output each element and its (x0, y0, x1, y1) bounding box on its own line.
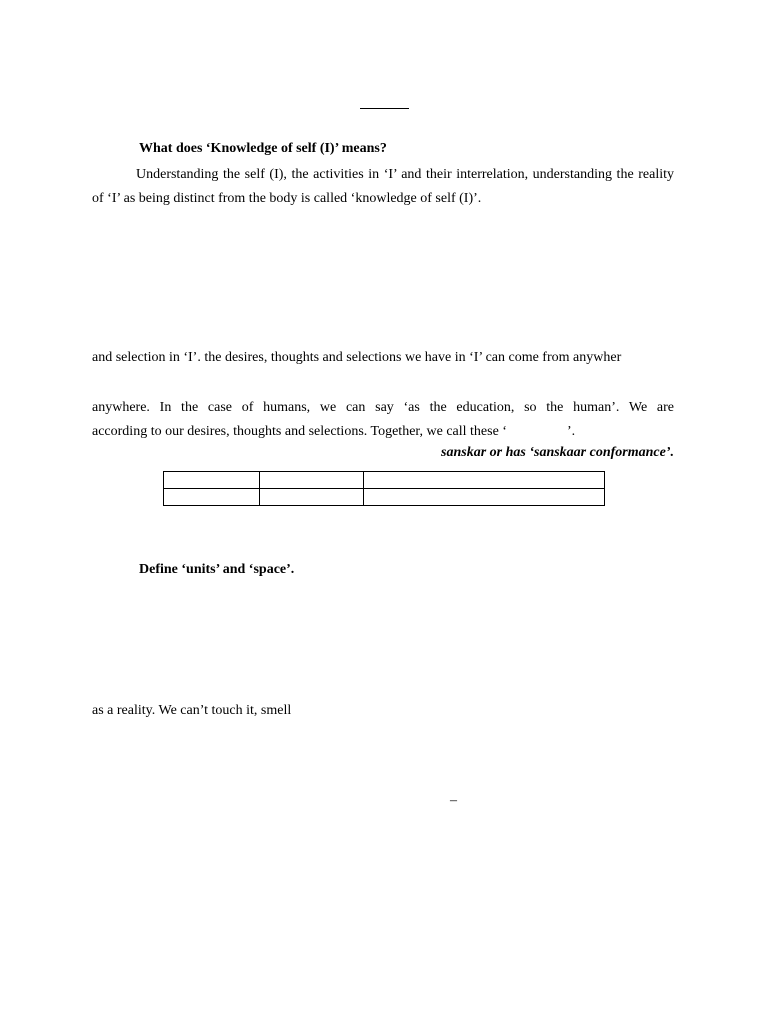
table-cell (260, 472, 364, 489)
table-row (164, 472, 605, 489)
text-fragment-reality: as a reality. We can’t touch it, smell (92, 703, 292, 718)
paragraph-line-2-start: according to our desires, thoughts and selections. Together, we call these ‘ (92, 424, 507, 439)
text-fragment-desires-thoughts: and selection in ‘I’. the desires, thoughts and selections we have in ‘I’ can come from anywher (92, 350, 622, 365)
text-fragment-sanskar: sanskar or has ‘sanskaar conformance’. (441, 445, 674, 460)
table-row (164, 489, 605, 506)
paragraph-line-2 (92, 424, 575, 439)
answer-paragraph-knowledge-of-self: Understanding the self (I), the activities in ‘I’ and their interrelation, understanding the reality of ‘I’ as being distinct from the body is called ‘knowledge of self (I)’. (92, 167, 674, 206)
table-cell (164, 472, 260, 489)
table-cell (164, 489, 260, 506)
table-cell (364, 472, 605, 489)
empty-table (163, 471, 605, 506)
table-cell (260, 489, 364, 506)
stray-dash: – (450, 793, 457, 808)
paragraph-line-1: anywhere. In the case of humans, we can say ‘as the education, so the human’. We are (92, 400, 674, 415)
table-cell (364, 489, 605, 506)
question-heading-knowledge-of-self: What does ‘Knowledge of self (I)’ means? (139, 141, 387, 156)
paragraph-line-2-end: ’. (566, 424, 576, 439)
top-rule-line (360, 108, 409, 109)
question-heading-units-space: Define ‘units’ and ‘space’. (139, 562, 295, 577)
text-paragraph-education (92, 396, 674, 444)
